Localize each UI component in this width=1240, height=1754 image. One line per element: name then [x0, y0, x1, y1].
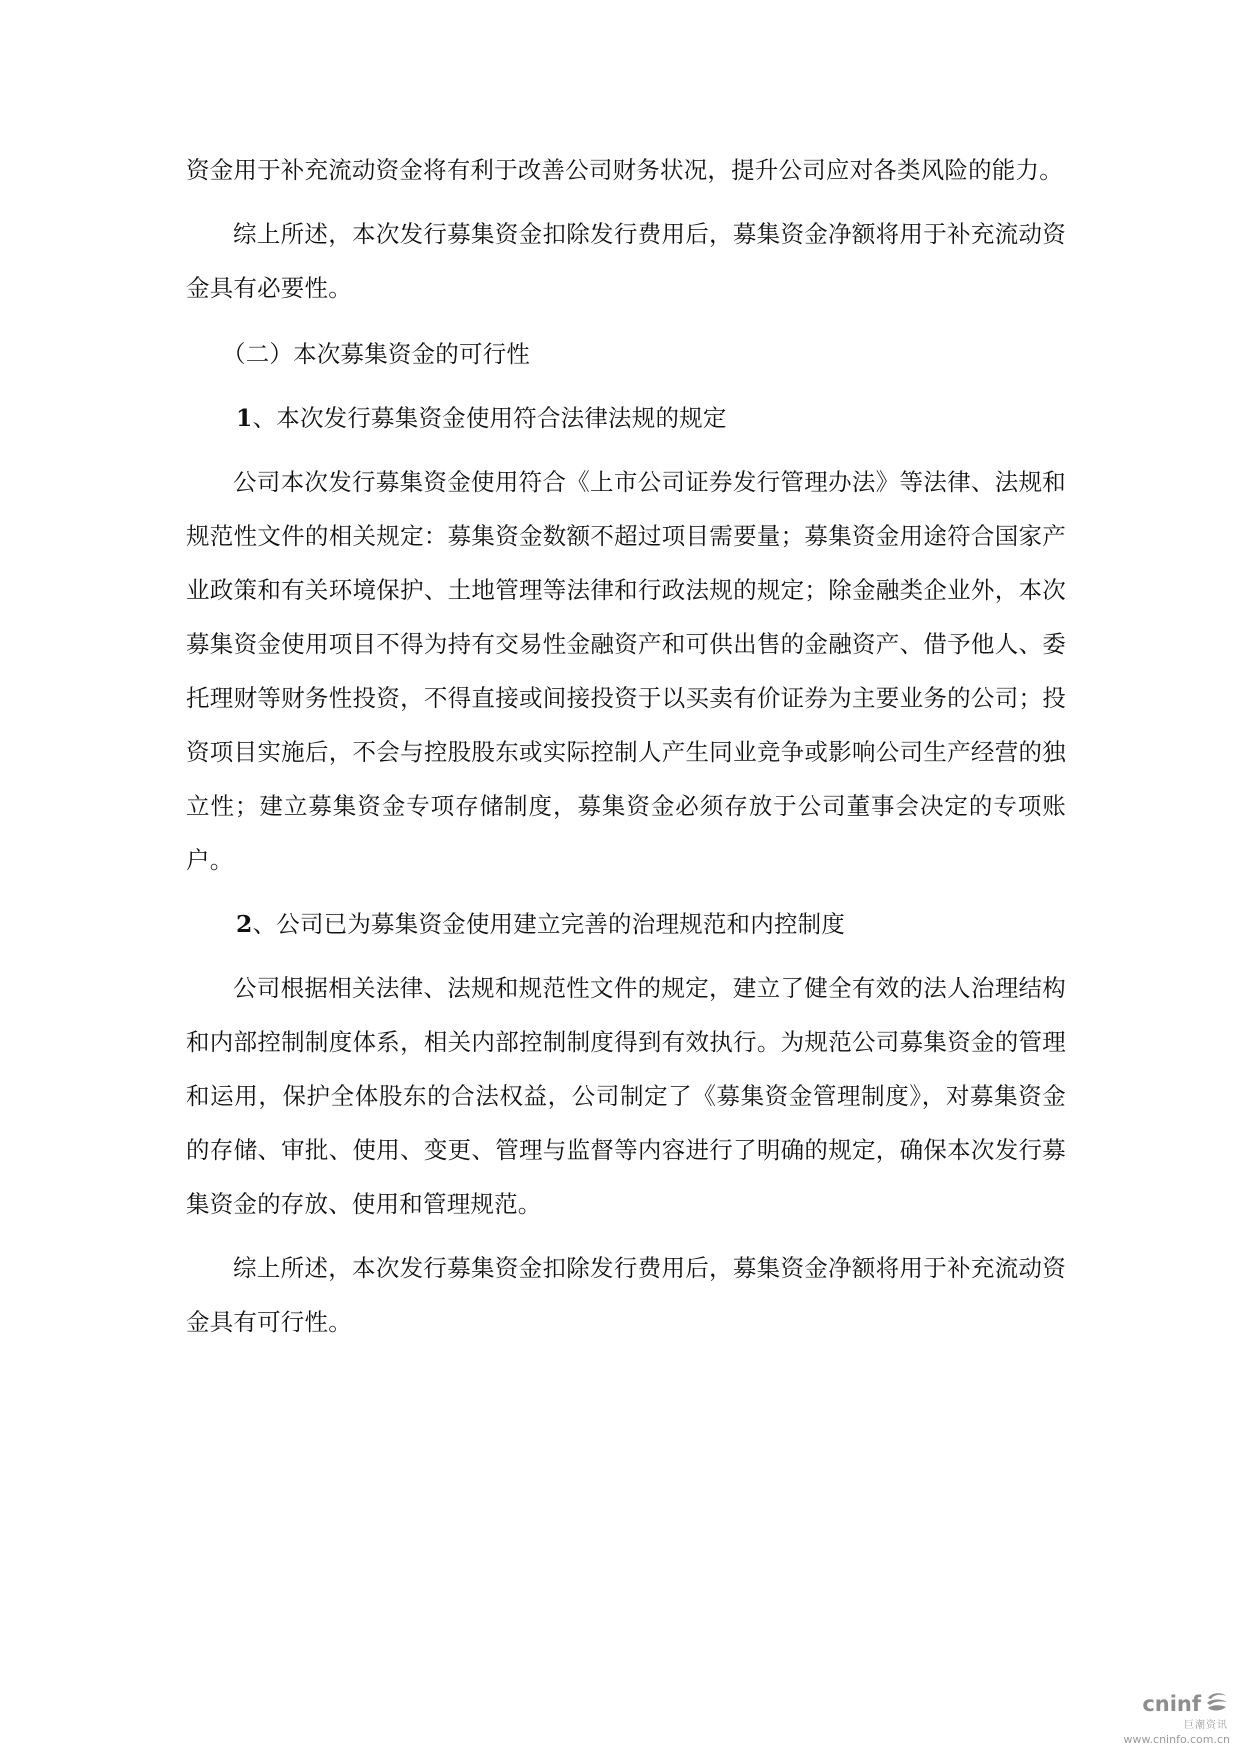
subheading-1-number: 1 [236, 404, 253, 432]
logo-url: www.cninfo.com.cn [1123, 1733, 1230, 1746]
subheading-1 [186, 391, 1066, 445]
logo-subtitle: 巨潮资讯 [1184, 1720, 1228, 1731]
paragraph-legal-compliance: 公司本次发行募集资金使用符合《上市公司证券发行管理办法》等法律、法规和规范性文件的相关规定：募集资金数额不超过项目需要量；募集资金用途符合国家产业政策和有关环境保护、土地管理等法律和行政法规的规定；除金融类企业外，本次募集资金使用项目不得为持有交易性金融资产和可供出售的金融资产、借予他人、委托理财等财务性投资，不得直接或间接投资于以买卖有价证券为主要业务的公司；投资项目实施后，不会与控股股东或实际控制人产生同业竞争或影响公司生产经营的独立性；建立募集资金专项存储制度，募集资金必须存放于公司董事会决定的专项账户。 [186, 468, 1066, 874]
paragraph-continuation: 资金用于补充流动资金将有利于改善公司财务状况，提升公司应对各类风险的能力。 [186, 156, 1063, 184]
section-heading-feasibility: （二）本次募集资金的可行性 [222, 340, 531, 368]
paragraph-feasibility-summary: 综上所述，本次发行募集资金扣除发行费用后，募集资金净额将用于补充流动资金具有可行性。 [186, 1254, 1066, 1336]
subheading-2-text: 、公司已为募集资金使用建立完善的治理规范和内控制度 [252, 910, 846, 938]
document-body [186, 143, 1066, 1359]
cninfo-swirl-icon [1204, 1690, 1230, 1718]
cninfo-logo [1080, 1690, 1230, 1746]
logo-wordmark: cninf [1142, 1692, 1201, 1716]
subheading-2-number: 2 [236, 910, 253, 938]
subheading-2 [186, 897, 1066, 951]
subheading-1-text: 、本次发行募集资金使用符合法律法规的规定 [252, 404, 727, 432]
paragraph-governance: 公司根据相关法律、法规和规范性文件的规定，建立了健全有效的法人治理结构和内部控制制度体系，相关内部控制制度得到有效执行。为规范公司募集资金的管理和运用，保护全体股东的合法权益，公司制定了《募集资金管理制度》，对募集资金的存储、审批、使用、变更、管理与监督等内容进行了明确的规定，确保本次发行募集资金的存放、使用和管理规范。 [186, 974, 1066, 1218]
logo-row [1080, 1690, 1230, 1718]
paragraph-necessity-summary: 综上所述，本次发行募集资金扣除发行费用后，募集资金净额将用于补充流动资金具有必要性。 [186, 220, 1066, 302]
